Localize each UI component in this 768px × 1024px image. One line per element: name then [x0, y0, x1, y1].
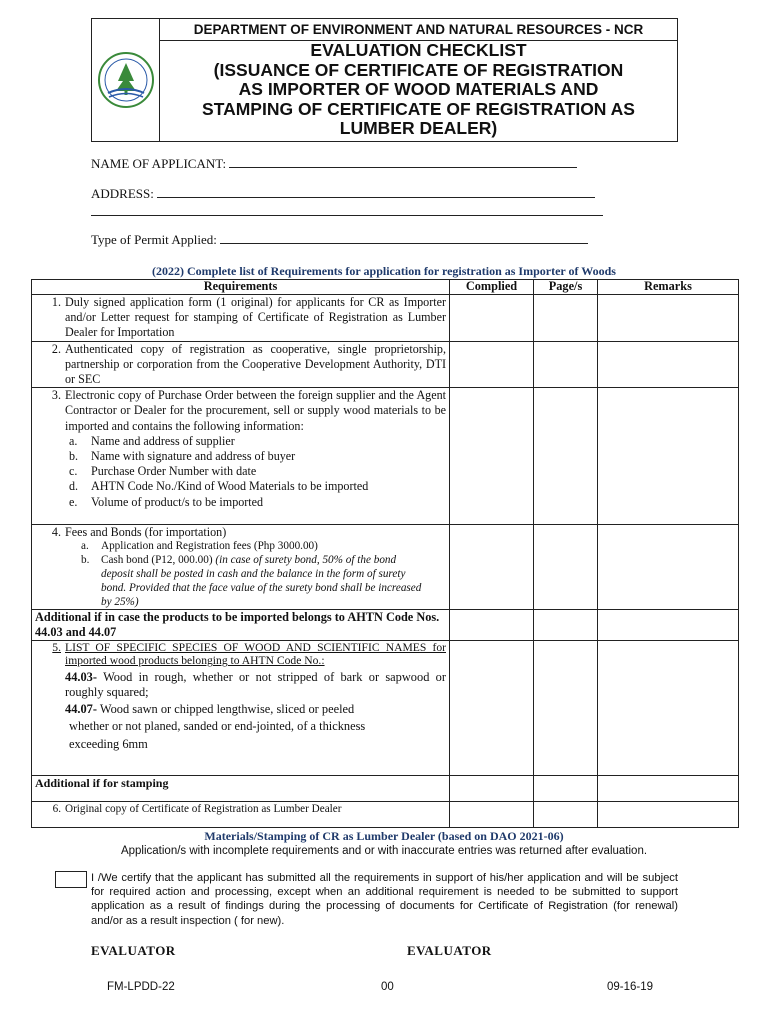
fee-item — [35, 553, 446, 609]
column-header-complied: Complied — [450, 280, 534, 295]
table-row — [32, 388, 739, 525]
complied-cell[interactable] — [450, 388, 534, 525]
sub-item-text: Name and address of supplier — [91, 433, 235, 448]
revision-number: 00 — [381, 981, 394, 993]
additional-import-section: Additional if in case the products to be imported belongs to AHTN Code Nos. 44.03 and 44.07 — [32, 610, 450, 641]
logo-cell — [92, 19, 160, 141]
pages-cell[interactable] — [534, 776, 598, 802]
sub-item-text: Name with signature and address of buyer — [91, 449, 296, 464]
requirement-cell — [32, 388, 450, 525]
permit-type-label: Type of Permit Applied: — [91, 232, 217, 247]
document-title — [160, 41, 677, 139]
pages-cell[interactable] — [534, 802, 598, 828]
title-line: AS IMPORTER OF WOOD MATERIALS AND — [238, 79, 599, 100]
table-row — [32, 641, 739, 776]
complied-cell[interactable] — [450, 525, 534, 610]
department-name: DEPARTMENT OF ENVIRONMENT AND NATURAL RESOURCES - NCR — [160, 19, 677, 41]
pages-cell[interactable] — [534, 388, 598, 525]
returned-note: Application/s with incomplete requirements and or with inaccurate entries was returned after evaluation. — [120, 845, 648, 857]
applicant-name-line[interactable] — [229, 156, 577, 168]
certification-statement: I /We certify that the applicant has submitted all the requirements in support of his/her application and will be subject for required action and processing, except when an additional requirement is needed to be submitted to support application as a result of findings during the processing of documents for Certificate of Registration (for renewal) and/or as a result inspection ( for new). — [91, 872, 678, 927]
requirement-cell — [32, 295, 450, 342]
ahtn-code-description: Wood in rough, whether or not stripped of bark or sapwood or roughly squared; — [65, 669, 446, 700]
form-code: FM-LPDD-22 — [107, 981, 175, 993]
table-row — [32, 525, 739, 610]
column-header-remarks: Remarks — [598, 280, 739, 295]
ahtn-code-description: Wood sawn or chipped lengthwise, sliced or peeled — [99, 701, 355, 716]
pages-cell[interactable] — [534, 641, 598, 776]
complied-cell[interactable] — [450, 341, 534, 388]
requirement-text: Original copy of Certificate of Registration as Lumber Dealer — [65, 803, 342, 816]
title-line: LUMBER DEALER) — [339, 118, 498, 139]
complied-cell[interactable] — [450, 295, 534, 342]
remarks-cell[interactable] — [598, 776, 739, 802]
ahtn-code: 44.03- — [65, 669, 98, 684]
denr-logo — [92, 19, 160, 141]
sub-item — [69, 449, 446, 464]
table-row — [32, 610, 739, 641]
fee-item-text: Application and Registration fees (Php 3000.00) — [101, 540, 318, 553]
requirement-cell — [32, 341, 450, 388]
materials-heading: Materials/Stamping of CR as Lumber Dealer (based on DAO 2021-06) — [204, 829, 564, 843]
complied-cell[interactable] — [450, 802, 534, 828]
remarks-cell[interactable] — [598, 610, 739, 641]
remarks-cell[interactable] — [598, 641, 739, 776]
remarks-cell[interactable] — [598, 802, 739, 828]
sub-item-text: AHTN Code No./Kind of Wood Materials to be imported — [91, 479, 369, 494]
form-date: 09-16-19 — [607, 981, 654, 993]
table-row — [32, 341, 739, 388]
table-row — [32, 776, 739, 802]
requirement-text: Electronic copy of Purchase Order between the foreign supplier and the Agent Contractor or Dealer for the procurement, sell or supply wood materials to be imported and contains the following information: — [65, 388, 446, 433]
requirement-number: 2. — [51, 341, 61, 356]
sub-item-letter: e. — [69, 494, 78, 509]
ahtn-code-description: exceeding 6mm — [69, 736, 148, 751]
sub-item-letter: d. — [69, 479, 79, 494]
title-line: STAMPING OF CERTIFICATE OF REGISTRATION AS — [202, 98, 635, 119]
pages-cell[interactable] — [534, 295, 598, 342]
ahtn-code-4403 — [35, 670, 446, 701]
address-line-2-rule[interactable] — [91, 204, 603, 216]
fee-item-letter: a. — [81, 540, 89, 553]
table-row — [32, 802, 739, 828]
ahtn-code-description: whether or not planed, sanded or end-jointed, of a thickness — [69, 719, 366, 734]
requirement-text: Fees and Bonds (for importation) — [65, 525, 227, 540]
remarks-cell[interactable] — [598, 525, 739, 610]
complied-cell[interactable] — [450, 641, 534, 776]
pages-cell[interactable] — [534, 610, 598, 641]
permit-type-line[interactable] — [220, 232, 588, 244]
sub-item — [69, 495, 446, 510]
cash-bond-text: Cash bond (P12, 000.00) — [101, 554, 213, 567]
sub-item — [69, 434, 446, 449]
address-field[interactable] — [91, 186, 595, 202]
sub-item-letter: a. — [69, 433, 78, 448]
requirement-cell — [32, 802, 450, 828]
complied-cell[interactable] — [450, 610, 534, 641]
fee-item — [35, 539, 446, 553]
table-header-row — [32, 280, 739, 295]
title-line: (ISSUANCE OF CERTIFICATE OF REGISTRATION — [213, 59, 624, 80]
requirement-number: 6. — [52, 803, 61, 816]
remarks-cell[interactable] — [598, 341, 739, 388]
fee-item-letter: b. — [81, 554, 90, 567]
title-line: EVALUATION CHECKLIST — [310, 40, 527, 60]
pages-cell[interactable] — [534, 341, 598, 388]
requirement-cell — [32, 641, 450, 776]
table-row — [32, 295, 739, 342]
address-label: ADDRESS: — [91, 186, 154, 201]
certify-checkbox[interactable] — [55, 871, 87, 888]
requirement-cell — [32, 525, 450, 610]
requirement-text: Authenticated copy of registration as cooperative, single proprietorship, partnership or corporation from the Cooperative Development Authority, DTI or SEC — [65, 341, 446, 387]
column-header-requirements: Requirements — [32, 280, 450, 295]
sub-item — [69, 464, 446, 479]
document-header — [91, 18, 678, 142]
pages-cell[interactable] — [534, 525, 598, 610]
sub-item-text: Purchase Order Number with date — [91, 464, 257, 479]
complied-cell[interactable] — [450, 776, 534, 802]
cash-bond-note: (in case of surety bond, 50% of the bond deposit shall be posted in cash and the balance in the form of surety bond. Provided that the face value of the surety bond shall be increased by 25%) — [101, 554, 422, 609]
address-line[interactable] — [157, 186, 595, 198]
address-line-2[interactable] — [91, 204, 603, 220]
requirement-number: 1. — [51, 295, 61, 309]
fee-item-text — [101, 553, 446, 609]
purchase-order-sublist — [35, 434, 446, 510]
column-header-pages: Page/s — [534, 280, 598, 295]
applicant-name-field[interactable] — [91, 156, 577, 172]
sub-item-letter: c. — [69, 464, 78, 479]
permit-type-field[interactable] — [91, 232, 588, 248]
requirement-number: 4. — [51, 525, 61, 540]
remarks-cell[interactable] — [598, 388, 739, 525]
requirements-table — [31, 279, 739, 828]
ahtn-code-4407 — [35, 701, 446, 754]
sub-item-text: Volume of product/s to be imported — [91, 494, 264, 509]
remarks-cell[interactable] — [598, 295, 739, 342]
requirement-number: 5. — [52, 641, 61, 655]
requirement-text: LIST OF SPECIFIC SPECIES OF WOOD AND SCIENTIFIC NAMES for imported wood products belonging to AHTN Code No.: — [65, 641, 446, 668]
evaluator-signature-right: EVALUATOR — [407, 943, 492, 958]
requirement-text: Duly signed application form (1 original) for applicants for CR as Importer and/or Letter request for stamping of Certificate of Registration as Lumber Dealer for Importation — [65, 295, 446, 340]
requirements-list-heading: (2022) Complete list of Requirements for application for registration as Importer of Woods — [152, 264, 616, 278]
applicant-name-label: NAME OF APPLICANT: — [91, 156, 227, 171]
additional-stamping-section: Additional if for stamping — [32, 776, 450, 802]
ahtn-code: 44.07- — [65, 701, 98, 716]
sub-item-letter: b. — [69, 449, 79, 464]
evaluator-signature-left: EVALUATOR — [91, 943, 176, 958]
requirement-number: 3. — [51, 388, 61, 403]
sub-item — [69, 479, 446, 494]
ahtn-code-line — [65, 701, 446, 719]
